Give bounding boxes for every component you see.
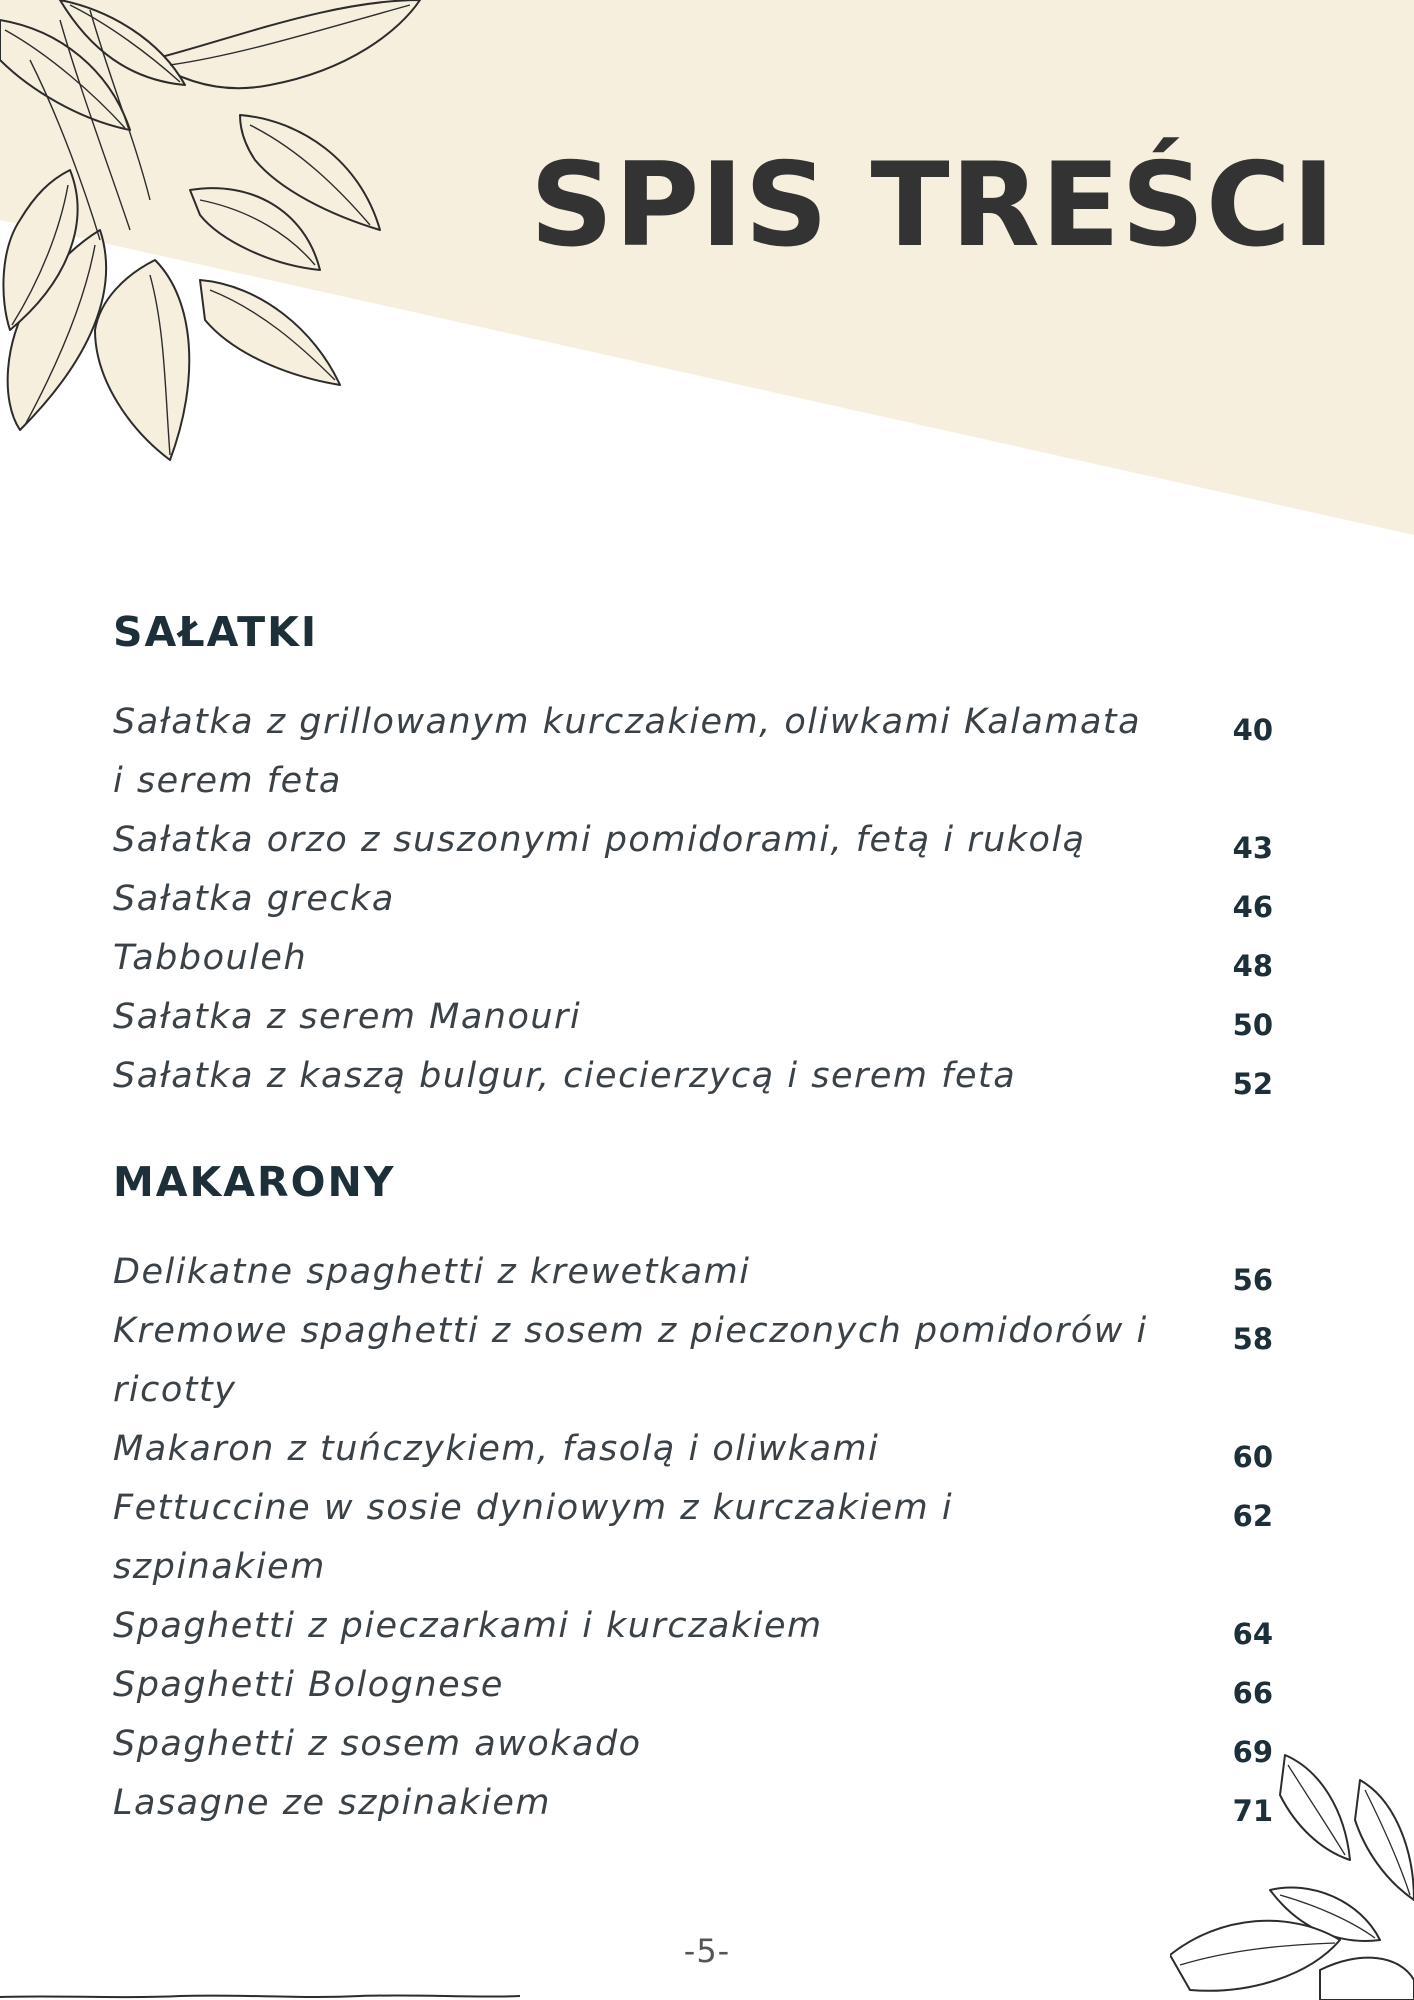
toc-entry[interactable] — [113, 1047, 1273, 1106]
section-salatki — [113, 608, 1273, 1106]
toc-entry[interactable] — [113, 1479, 1273, 1597]
toc-entry[interactable] — [113, 1243, 1273, 1302]
page-number: -5- — [683, 1932, 731, 1970]
toc-entry-page: 50 — [1232, 1008, 1273, 1042]
section-heading: SAŁATKI — [113, 608, 319, 656]
toc-entry-name: Fettuccine w sosie dyniowym z kurczakiem i szpinakiem — [113, 1488, 954, 1587]
section-heading: MAKARONY — [113, 1158, 396, 1206]
toc-entry[interactable] — [113, 988, 1273, 1047]
toc-entry-name: Makaron z tuńczykiem, fasolą i oliwkami — [113, 1429, 880, 1469]
toc-entry-name: Spaghetti z sosem awokado — [113, 1724, 642, 1764]
toc-entry-name: Sałatka grecka — [113, 879, 395, 919]
toc-entry-page: 52 — [1232, 1067, 1273, 1101]
toc-entry-page: 69 — [1232, 1735, 1273, 1769]
toc-entry[interactable] — [113, 693, 1273, 811]
toc-entry-page: 40 — [1232, 713, 1273, 747]
toc-entry[interactable] — [113, 1774, 1273, 1833]
toc-entry-name: Sałatka z serem Manouri — [113, 997, 582, 1037]
toc-entry-name: Sałatka z kaszą bulgur, ciecierzycą i serem feta — [113, 1056, 1017, 1096]
toc-entry[interactable] — [113, 1715, 1273, 1774]
toc-entry-name: Sałatka orzo z suszonymi pomidorami, fetą i rukolą — [113, 820, 1086, 860]
toc-entry-page: 56 — [1232, 1263, 1273, 1297]
toc-entry-page: 66 — [1232, 1676, 1273, 1710]
toc-entry-name: Tabbouleh — [113, 938, 308, 978]
toc-entry[interactable] — [113, 811, 1273, 870]
toc-entry-name: Lasagne ze szpinakiem — [113, 1783, 552, 1823]
toc-entry-page: 48 — [1232, 949, 1273, 983]
floral-illustration-icon — [0, 0, 500, 490]
toc-entry[interactable] — [113, 1656, 1273, 1715]
toc-entry-name: Spaghetti Bolognese — [113, 1665, 504, 1705]
bottom-decoration — [0, 1993, 520, 2000]
page-title: SPIS TREŚCI — [529, 138, 1336, 273]
toc-entry[interactable] — [113, 929, 1273, 988]
toc-entry[interactable] — [113, 1597, 1273, 1656]
toc-entry[interactable] — [113, 870, 1273, 929]
toc-entry[interactable] — [113, 1302, 1273, 1420]
toc-entry-page: 64 — [1232, 1617, 1273, 1651]
section-makarony — [113, 1158, 1273, 1833]
toc-entry-page: 62 — [1232, 1499, 1273, 1533]
toc-entry-page: 46 — [1232, 890, 1273, 924]
toc-entry-name: Spaghetti z pieczarkami i kurczakiem — [113, 1606, 823, 1646]
toc-entry-name: Delikatne spaghetti z krewetkami — [113, 1252, 751, 1292]
toc-entry-page: 60 — [1232, 1440, 1273, 1474]
toc-entry-name: Kremowe spaghetti z sosem z pieczonych pomidorów i ricotty — [113, 1311, 1148, 1410]
toc-entry-page: 71 — [1232, 1794, 1273, 1828]
toc-entry-page: 43 — [1232, 831, 1273, 865]
toc-entry-page: 58 — [1232, 1322, 1273, 1356]
toc-entry[interactable] — [113, 1420, 1273, 1479]
toc-entry-name: Sałatka z grillowanym kurczakiem, oliwkami Kalamata i serem feta — [113, 702, 1142, 801]
